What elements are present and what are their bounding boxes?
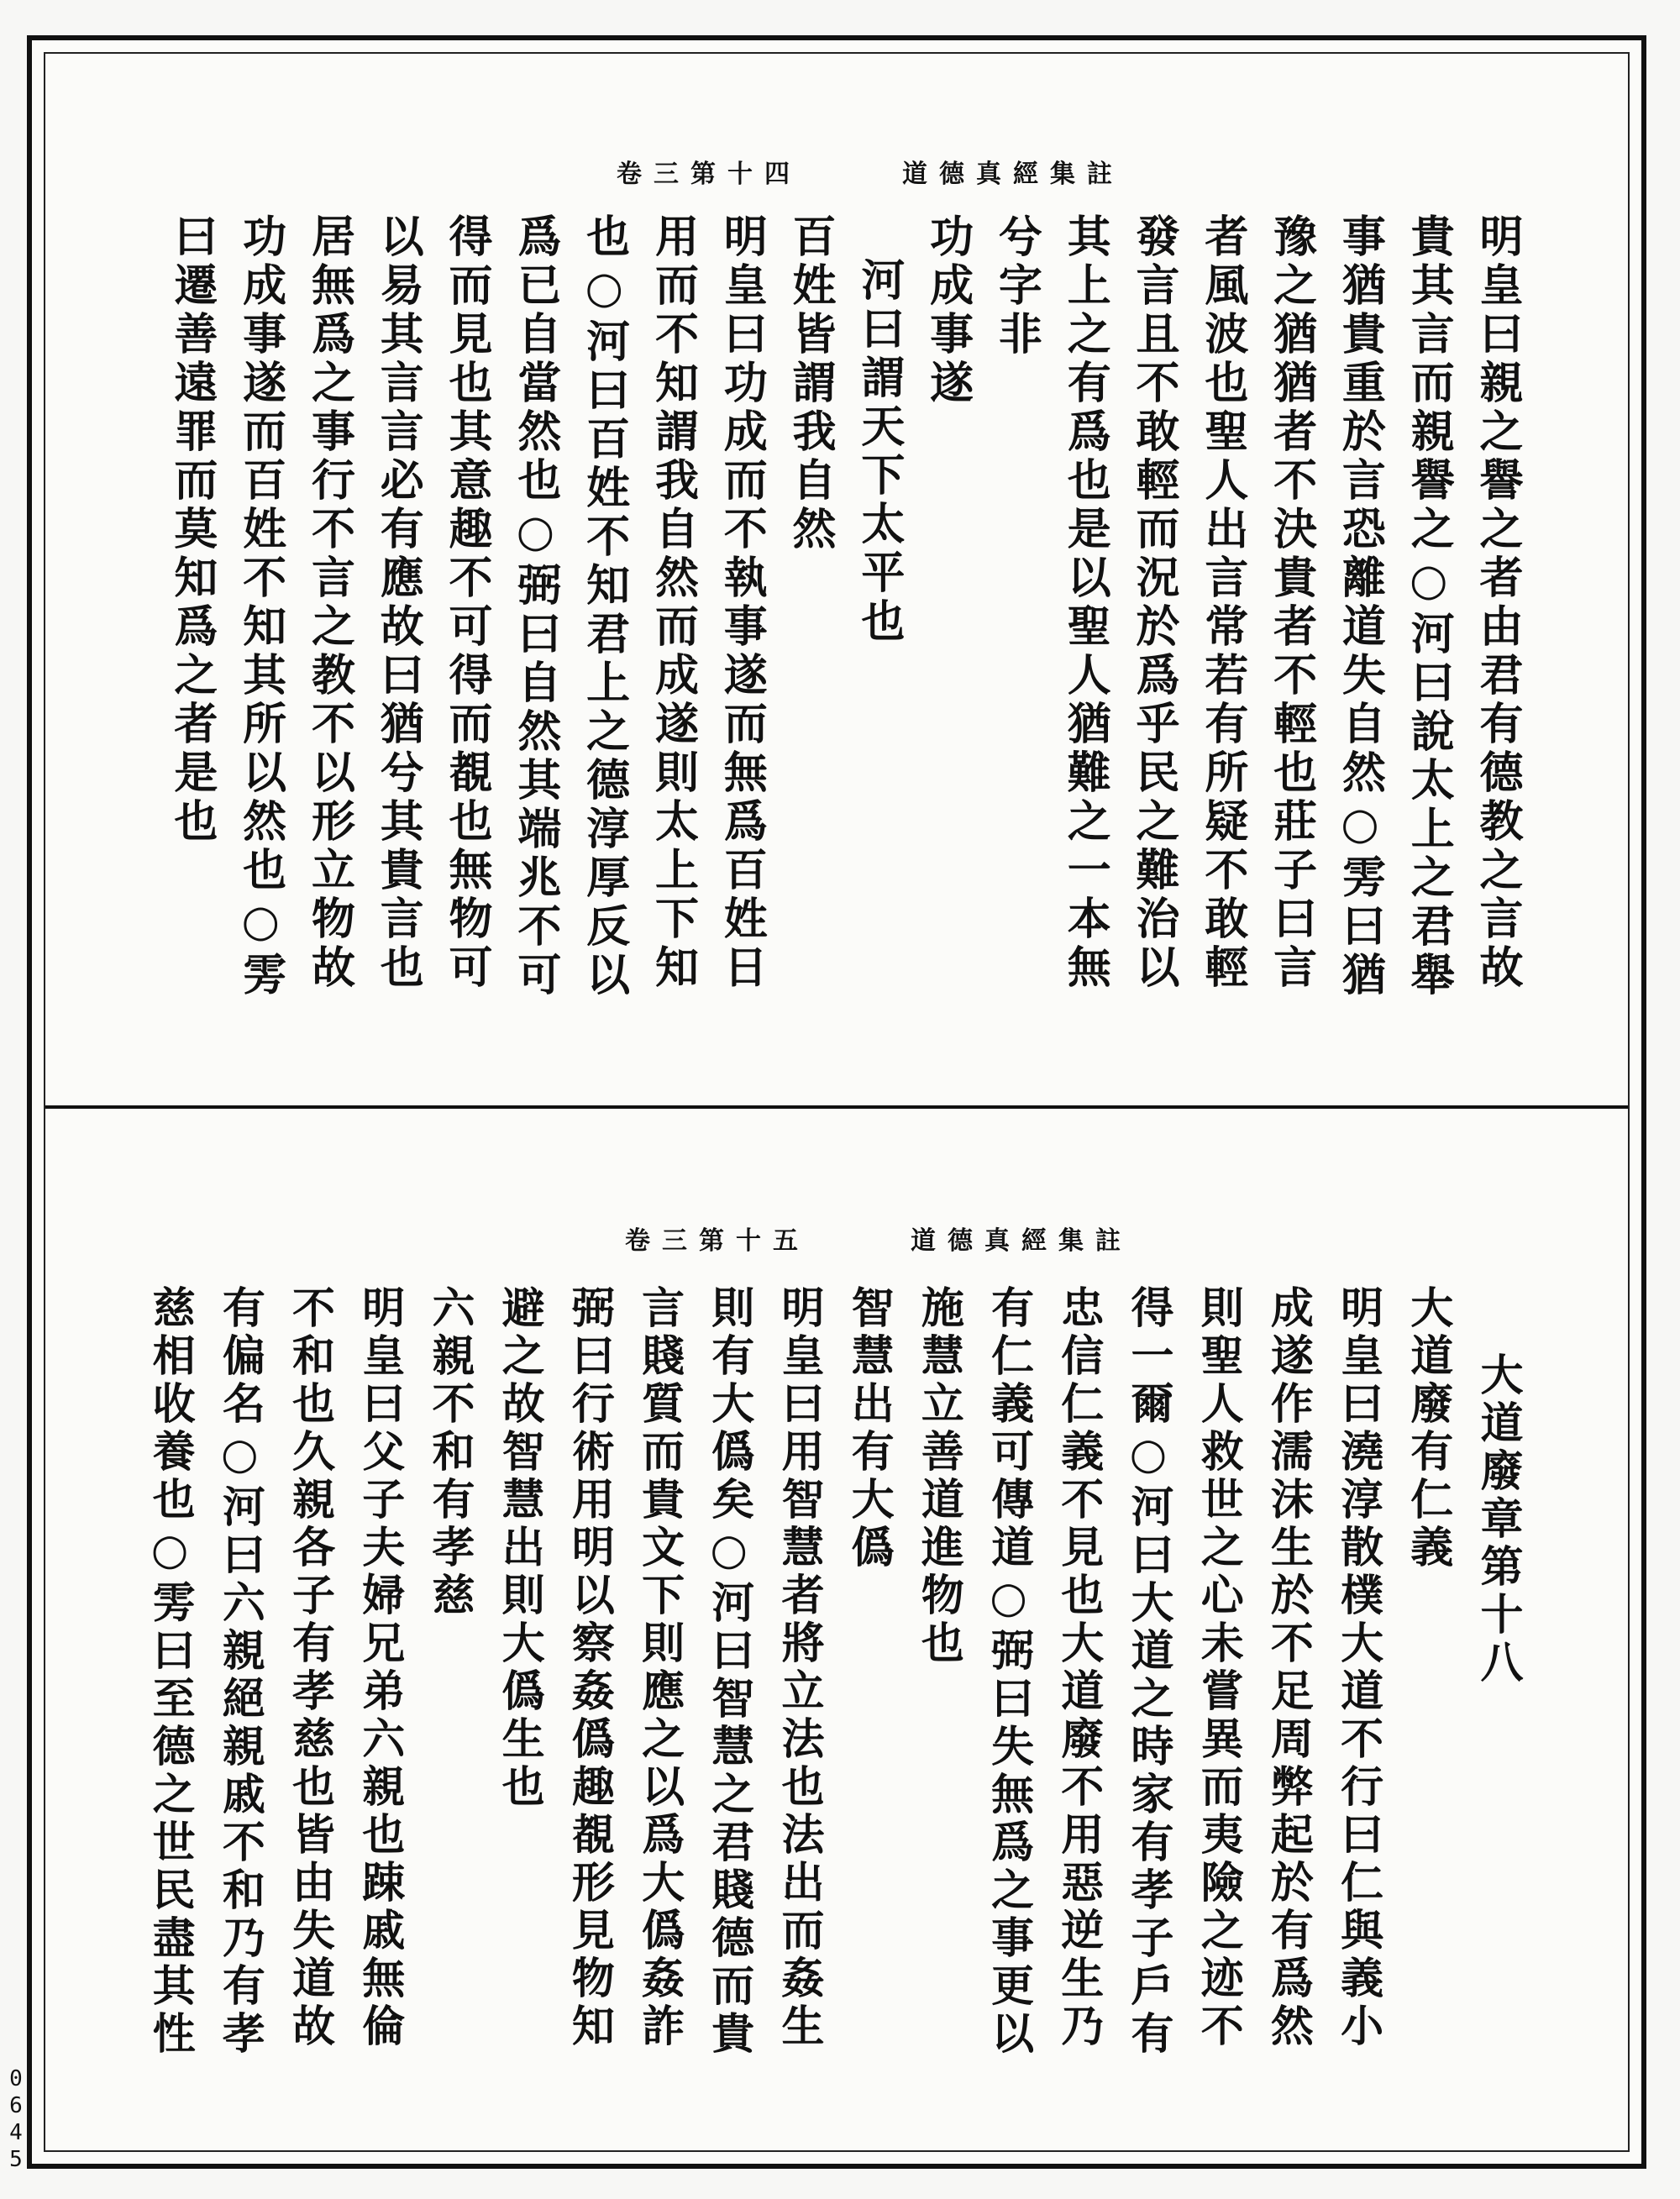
scripture-line: 智慧出有大僞: [843, 1285, 895, 1572]
text-column: 功成事遂而百姓不知其所以然也○雱: [234, 213, 286, 1000]
text-column: 以易其言言必有應故曰猶兮其貴言也: [372, 213, 424, 993]
text-column: 居無爲之事行不言之教不以形立物故: [303, 213, 355, 993]
top-header-book: 道德真經集註: [902, 160, 1124, 189]
text-column: 則聖人救世之心未嘗異而夷險之迹不: [1193, 1285, 1244, 2051]
bottom-page: [45, 1109, 1628, 2150]
text-column: 施慧立善道進物也: [913, 1285, 964, 1668]
text-column: 豫之猶猶者不決貴者不輕也莊子曰言: [1265, 213, 1317, 993]
bottom-header-book: 道德真經集註: [911, 1226, 1132, 1256]
text-column: 兮字非: [990, 213, 1042, 360]
text-column: 有仁義可傳道○弼曰失無爲之事更以: [983, 1285, 1034, 2059]
scripture-line: 六親不和有孝慈: [423, 1285, 475, 1620]
text-column: 有偏名○河曰六親絕親戚不和乃有孝: [214, 1285, 265, 2059]
top-page-header: [617, 153, 1124, 190]
scripture-line: 百姓皆謂我自然: [785, 213, 837, 554]
text-column: 事猶貴重於言恐離道失自然○雱曰猶: [1334, 213, 1386, 1000]
scripture-line: 功成事遂: [921, 213, 974, 408]
page-number: 0645: [3, 2066, 29, 2174]
text-column: 者風波也聖人出言常若有所疑不敢輕: [1196, 213, 1248, 993]
page-frame: [27, 35, 1646, 2169]
text-column: 明皇曰功成而不執事遂而無爲百姓日: [716, 213, 768, 993]
scripture-line: 大道廢有仁義: [1402, 1285, 1453, 1572]
text-column: 也○河曰百姓不知君上之德淳厚反以: [578, 213, 630, 1000]
bottom-text-columns: [129, 1285, 1523, 2125]
text-column: 得而見也其意趣不可得而覩也無物可: [441, 213, 493, 993]
text-column: 明皇曰親之譽之者由君有德教之言故: [1472, 213, 1523, 993]
text-column: 用而不知謂我自然而成遂則太上下知: [647, 213, 699, 993]
top-header-volume: 卷三第十四: [617, 160, 801, 189]
text-column: 成遂作濡沫生於不足周弊起於有爲然: [1263, 1285, 1314, 2051]
top-text-columns: [155, 213, 1523, 1087]
text-column: 曰遷善遠罪而莫知爲之者是也: [165, 213, 218, 847]
text-column: 則有大僞矣○河曰智慧之君賤德而貴: [703, 1285, 754, 2059]
text-column: 言賤質而貴文下則應之以爲大僞姦詐: [633, 1285, 685, 2051]
text-column: 避之故智慧出則大僞生也: [494, 1285, 545, 1812]
text-column: 其上之有爲也是以聖人猶難之一本無: [1059, 213, 1111, 993]
chapter-title: 大道廢章第十八: [1473, 1352, 1523, 1687]
text-column: 忠信仁義不見也大道廢不用惡逆生乃: [1053, 1285, 1104, 2051]
text-column: 得一爾○河曰大道之時家有孝子戶有: [1122, 1285, 1173, 2059]
top-page: [45, 54, 1628, 1105]
commentary-line: 河曰謂天下太平也: [853, 257, 905, 647]
text-column: 明皇曰父子夫婦兄弟六親也踈戚無倫: [354, 1285, 405, 2051]
text-column: 發言且不敢輕而況於爲乎民之難治以: [1128, 213, 1180, 993]
text-column: 貴其言而親譽之○河曰說太上之君舉: [1403, 213, 1455, 1000]
text-column: 弼曰行術用明以察姦僞趣覩形見物知: [564, 1285, 615, 2051]
text-column: 爲已自當然也○弼曰自然其端兆不可: [509, 213, 561, 1000]
text-column: 不和也久親各子有孝慈也皆由失道故: [284, 1285, 335, 2051]
text-column: 明皇曰澆淳散樸大道不行曰仁與義小: [1332, 1285, 1383, 2051]
bottom-header-volume: 卷三第十五: [625, 1226, 810, 1256]
text-column: 明皇曰用智慧者將立法也法出而姦生: [773, 1285, 824, 2051]
text-column: 慈相收養也○雱曰至德之世民盡其性: [144, 1285, 196, 2059]
bottom-page-header: [625, 1220, 1132, 1257]
inner-border: [44, 52, 1630, 2152]
